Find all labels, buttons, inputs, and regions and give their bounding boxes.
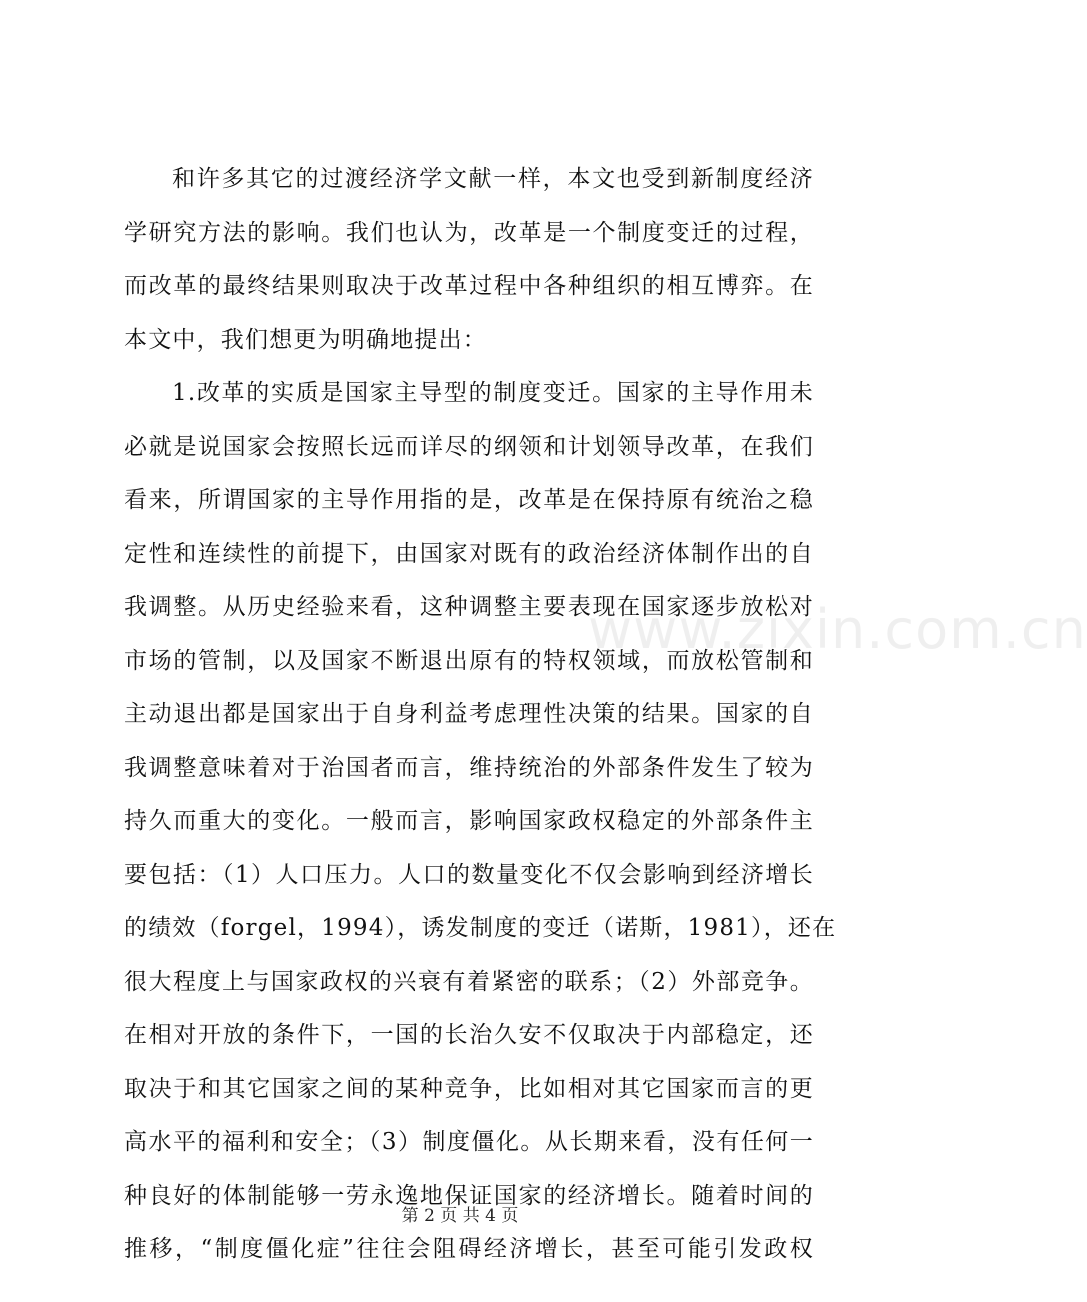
paragraph-2-line: 推移，“制度僵化症”往往会阻碍经济增长，甚至可能引发政权 — [124, 1236, 814, 1262]
paragraph-2-line: 很大程度上与国家政权的兴衰有着紧密的联系；（2）外部竞争。 — [124, 968, 814, 995]
paragraph-2-line: 取决于和其它国家之间的某种竞争，比如相对其它国家而言的更 — [124, 1075, 814, 1102]
paragraph-2-line: 定性和连续性的前提下，由国家对既有的政治经济体制作出的自 — [124, 540, 814, 567]
paragraph-2-line: 要包括：（1）人口压力。人口的数量变化不仅会影响到经济增长 — [124, 861, 814, 888]
paragraph-2-line: 我调整意味着对于治国者而言，维持统治的外部条件发生了较为 — [124, 754, 814, 781]
paragraph-1-line: 和许多其它的过渡经济学文献一样，本文也受到新制度经济 — [172, 166, 814, 192]
paragraph-2-line: 1.改革的实质是国家主导型的制度变迁。国家的主导作用未 — [172, 380, 814, 406]
paragraph-1-line: 而改革的最终结果则取决于改革过程中各种组织的相互博弈。在 — [124, 273, 814, 299]
page-footer: 第 2 页 共 4 页 — [401, 1206, 519, 1226]
paragraph-2-line: 我调整。从历史经验来看，这种调整主要表现在国家逐步放松对 — [124, 594, 814, 620]
paragraph-1-line: 本文中，我们想更为明确地提出： — [124, 326, 487, 353]
paragraph-2-line: 种良好的体制能够一劳永逸地保证国家的经济增长。随着时间的 — [124, 1182, 814, 1209]
paragraph-2-line: 高水平的福利和安全；（3）制度僵化。从长期来看，没有任何一 — [124, 1129, 814, 1155]
watermark: www.zixin.com.cn — [588, 598, 1087, 661]
paragraph-1-line: 学研究方法的影响。我们也认为，改革是一个制度变迁的过程， — [124, 219, 814, 246]
paragraph-2-line: 在相对开放的条件下，一国的长治久安不仅取决于内部稳定，还 — [124, 1022, 814, 1048]
paragraph-2-line: 必就是说国家会按照长远而详尽的纲领和计划领导改革，在我们 — [124, 433, 814, 460]
body-text — [124, 153, 837, 1277]
paragraph-2-line: 持久而重大的变化。一般而言，影响国家政权稳定的外部条件主 — [124, 808, 814, 834]
paragraph-2-line: 主动退出都是国家出于自身利益考虑理性决策的结果。国家的自 — [124, 701, 814, 727]
paragraph-2-line: 看来，所谓国家的主导作用指的是，改革是在保持原有统治之稳 — [124, 487, 814, 513]
paragraph-2-line: 市场的管制，以及国家不断退出原有的特权领域，而放松管制和 — [124, 647, 814, 674]
paragraph-2-line: 的绩效（forgel，1994），诱发制度的变迁（诺斯，1981），还在 — [124, 915, 837, 941]
